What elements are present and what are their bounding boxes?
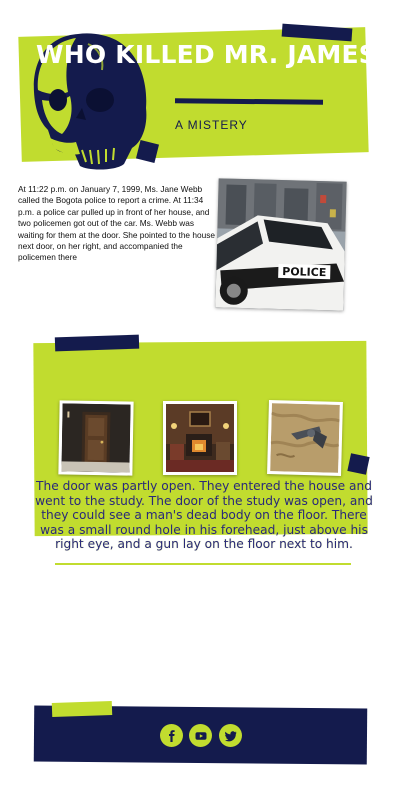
youtube-link[interactable] (189, 724, 212, 747)
study-room-photo (163, 401, 237, 475)
page-title: WHO KILLED MR. JAMES (36, 40, 377, 69)
police-car-photo (215, 178, 346, 310)
square-decoration (347, 453, 369, 475)
story-paragraph: The door was partly open. They entered the house and went to the study. The door of the study was open, and they could see a man's dead body on the floor. There was a small round hole in his forehead, just above his right eye, and a gun lay on the floor next to him. (35, 479, 373, 552)
door-photo (58, 400, 133, 475)
story-tape-decoration (55, 335, 139, 352)
page-subtitle: A MISTERY (175, 118, 248, 132)
gun-photo (267, 400, 343, 476)
twitter-icon (225, 730, 237, 742)
twitter-link[interactable] (219, 724, 242, 747)
section-divider (55, 563, 351, 565)
footer-tape-decoration (52, 701, 112, 717)
facebook-link[interactable] (160, 724, 183, 747)
intro-paragraph: At 11:22 p.m. on January 7, 1999, Ms. Jane Webb called the Bogota police to report a crime. At 11:34 p.m. a police car pulled up in front of her house, and two policemen got out of the car. Ms. Webb was waiting for them at the door. She pointed to the house next door, on her right, and accompanied the policemen there (18, 184, 215, 263)
facebook-icon (166, 730, 178, 742)
youtube-icon (195, 730, 207, 742)
police-label: POLICE (282, 265, 327, 280)
